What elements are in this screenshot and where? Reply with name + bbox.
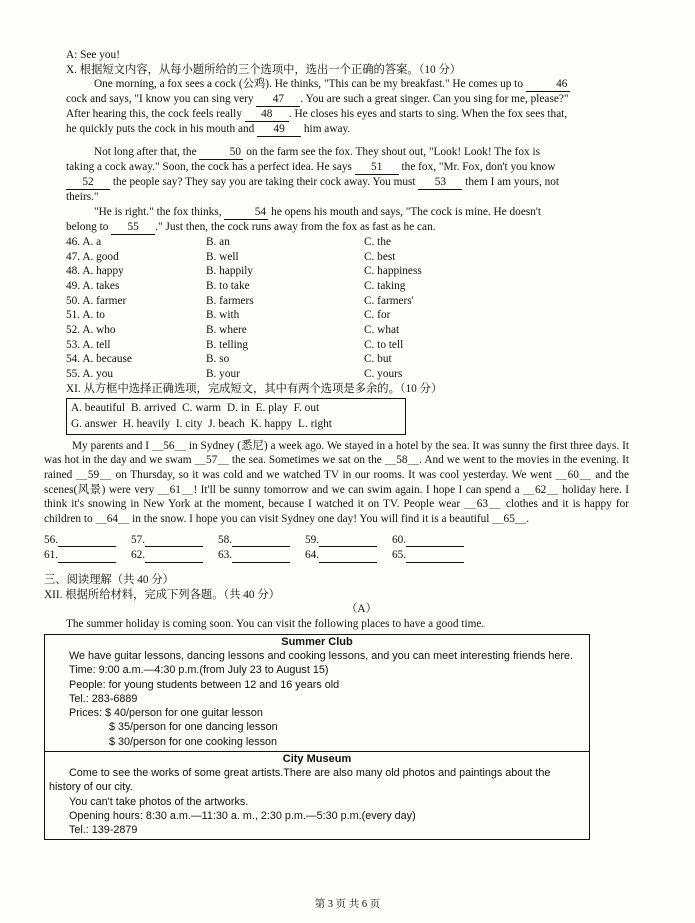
- summer-club-section: [45, 635, 589, 751]
- part3-title: 三、阅读理解（共 40 分）: [44, 574, 174, 587]
- option[interactable]: B. well: [206, 250, 239, 263]
- word-box-row: [71, 401, 401, 416]
- passage-line: After hearing this, the cock feels really 48 . He closes his eyes and starts to sing. When the fox sees that,: [66, 108, 568, 121]
- section-xi-passage: My parents and I ＿56＿ in Sydney (悉尼) a week ago. We stayed in a hotel by the sea. It was sunny the first three days. It was hot in the day and we swam ＿57＿ the sea. Sometimes we sat on the ＿58＿. And we went to the movies in the evening. It rained ＿59＿ on Thursday, so it was cold and we watched TV in our rooms. It was cool yesterday. We went ＿60＿ and the scenes(风景) were very ＿61＿! It'll be sunny tomorrow and we can swim again. I hope I can spend a ＿62＿ holiday here. I think it's snowing in New York at the moment, because I watched it on TV. People wear ＿63＿ clothes and it is happy for children to ＿64＿ in the snow. I hope you can visit Sydney one day! You will find it is a beautiful ＿65＿.: [44, 439, 629, 526]
- answer-cell-65[interactable]: 65.: [392, 548, 479, 563]
- option[interactable]: 52. A. who: [66, 323, 116, 336]
- option[interactable]: B. with: [206, 309, 240, 322]
- passage-line: he quickly puts the cock in his mouth and 49 him away.: [66, 123, 351, 136]
- city-museum-section: [45, 751, 589, 840]
- word-option: B. arrived: [130, 402, 177, 415]
- option[interactable]: C. taking: [364, 279, 406, 292]
- section-xi-title: XI. 从方框中选择正确选项，完成短文，其中有两个选项是多余的。（10 分）: [66, 382, 443, 395]
- passage-line: Not long after that, the 50 on the farm see the fox. They shout out, "Look! Look! The fox is: [94, 146, 541, 159]
- option[interactable]: B. an: [206, 235, 230, 248]
- word-option: J. beach: [208, 417, 245, 430]
- word-option: L. right: [298, 417, 332, 430]
- word-option: A. beautiful: [71, 402, 125, 415]
- option[interactable]: 55. A. you: [66, 367, 114, 380]
- options-list: [66, 235, 657, 382]
- answer-cell-58[interactable]: 58.: [218, 533, 305, 548]
- answer-cell-61[interactable]: 61.: [44, 548, 131, 563]
- option[interactable]: B. so: [206, 353, 230, 366]
- option[interactable]: C. happiness: [364, 265, 422, 278]
- word-option: D. in: [227, 402, 250, 415]
- blank-51[interactable]: 51: [355, 161, 399, 175]
- summer-club-time: Time: 9:00 a.m.—4:30 p.m.(from July 23 to August 15): [69, 664, 329, 677]
- option[interactable]: B. telling: [206, 338, 249, 351]
- blank-49[interactable]: 49: [257, 123, 301, 137]
- summer-club-desc: We have guitar lessons, dancing lessons and cooking lessons, and you can meet interesting friends here.: [69, 650, 573, 663]
- summer-club-price: $ 35/person for one dancing lesson: [109, 721, 278, 734]
- section-x-title: X. 根据短文内容，从每小题所给的三个选项中，选出一个正确的答案。（10 分）: [66, 63, 462, 76]
- option[interactable]: C. the: [364, 235, 391, 248]
- word-option: C. warm: [182, 402, 222, 415]
- passage-line: theirs.": [66, 191, 99, 204]
- option[interactable]: 50. A. farmer: [66, 294, 127, 307]
- option[interactable]: 48. A. happy: [66, 265, 124, 278]
- option[interactable]: C. to tell: [364, 338, 404, 351]
- answer-cell-59[interactable]: 59.: [305, 533, 392, 548]
- word-box: [66, 398, 406, 435]
- passage-line: 52 the people say? They say you are taking their cock away. You must 53 them I am yours, not: [66, 175, 657, 190]
- option[interactable]: C. yours: [364, 367, 403, 380]
- city-museum-hours: Opening hours: 8:30 a.m.—11:30 a. m., 2:30 p.m.—5:30 p.m.(every day): [69, 809, 416, 822]
- word-option: F. out: [293, 402, 320, 415]
- city-museum-tel: Tel.: 139-2879: [69, 824, 138, 837]
- word-option: H. heavily: [122, 417, 170, 430]
- passage-line: taking a cock away." Soon, the cock has a perfect idea. He says 51 the fox, "Mr. Fox, don't you know: [66, 161, 556, 174]
- word-option: K. happy: [250, 417, 293, 430]
- passage-line: "He is right." the fox thinks, 54 he opens his mouth and says, "The cock is mine. He doesn't: [94, 205, 542, 218]
- summer-club-people: People: for young students between 12 and 16 years old: [69, 678, 340, 691]
- word-option: G. answer: [71, 417, 117, 430]
- option[interactable]: 49. A. takes: [66, 279, 120, 292]
- option[interactable]: B. where: [206, 323, 247, 336]
- section-x-passage: [66, 77, 657, 235]
- dialogue-line: A: See you!: [66, 49, 120, 61]
- blank-54[interactable]: 54: [224, 206, 268, 220]
- option[interactable]: C. farmers': [364, 294, 414, 307]
- answer-cell-56[interactable]: 56.: [44, 533, 131, 548]
- option[interactable]: B. happily: [206, 265, 254, 278]
- answer-cell-63[interactable]: 63.: [218, 548, 305, 563]
- answer-row: [44, 533, 657, 548]
- answer-cell-64[interactable]: 64.: [305, 548, 392, 563]
- summer-club-price: $ 30/person for one cooking lesson: [109, 735, 278, 748]
- page-footer: 第 3 页 共 6 页: [314, 899, 381, 910]
- blank-53[interactable]: 53: [418, 176, 462, 190]
- option[interactable]: 46. A. a: [66, 235, 102, 248]
- blank-46[interactable]: 46: [526, 78, 570, 92]
- city-museum-title: City Museum: [282, 752, 352, 765]
- option[interactable]: C. what: [364, 323, 400, 336]
- option[interactable]: C. best: [364, 250, 396, 263]
- option[interactable]: B. farmers: [206, 294, 254, 307]
- option[interactable]: C. but: [364, 353, 392, 366]
- option[interactable]: B. to take: [206, 279, 250, 292]
- blank-52[interactable]: 52: [66, 176, 110, 190]
- reading-intro: The summer holiday is coming soon. You can visit the following places to have a good time.: [66, 618, 485, 631]
- blank-55[interactable]: 55: [111, 221, 155, 235]
- passage-label: （A）: [346, 603, 377, 616]
- summer-club-tel: Tel.: 283-6889: [69, 692, 138, 705]
- option[interactable]: B. your: [206, 367, 240, 380]
- summer-club-price: Prices: $ 40/person for one guitar lesson: [69, 707, 263, 720]
- word-option: E. play: [255, 402, 288, 415]
- city-museum-desc: Come to see the works of some great artists.There are also many old photos and paintings about the history of our city.: [49, 767, 551, 794]
- city-museum-note: You can't take photos of the artworks.: [69, 795, 249, 808]
- answer-row: [44, 548, 657, 563]
- word-box-row: [71, 417, 401, 432]
- word-option: I. city: [175, 417, 203, 430]
- answer-cell-60[interactable]: 60.: [392, 533, 479, 548]
- section-xii-title: XII. 根据所给材料，完成下列各题。（共 40 分）: [44, 588, 280, 601]
- option[interactable]: 53. A. tell: [66, 338, 111, 351]
- blank-48[interactable]: 48: [245, 108, 289, 122]
- option[interactable]: 54. A. because: [66, 353, 132, 366]
- option[interactable]: 51. A. to: [66, 309, 105, 322]
- answer-cell-62[interactable]: 62.: [131, 548, 218, 563]
- summer-club-title: Summer Club: [281, 635, 353, 648]
- passage-line: belong to 55 ." Just then, the cock runs away from the fox as fast as he can.: [66, 220, 436, 233]
- option[interactable]: C. for: [364, 309, 391, 322]
- option[interactable]: 47. A. good: [66, 250, 119, 263]
- passage-line: One morning, a fox sees a cock (公鸡). He thinks, "This can be my breakfast." He comes up to 46: [66, 77, 657, 92]
- reading-material-card: [44, 634, 590, 841]
- blank-47[interactable]: 47: [256, 93, 300, 107]
- blank-50[interactable]: 50: [199, 146, 243, 160]
- passage-line: cock and says, "I know you can sing very 47 . You are such a great singer. Can you sing for me, please?": [66, 93, 569, 106]
- answer-cell-57[interactable]: 57.: [131, 533, 218, 548]
